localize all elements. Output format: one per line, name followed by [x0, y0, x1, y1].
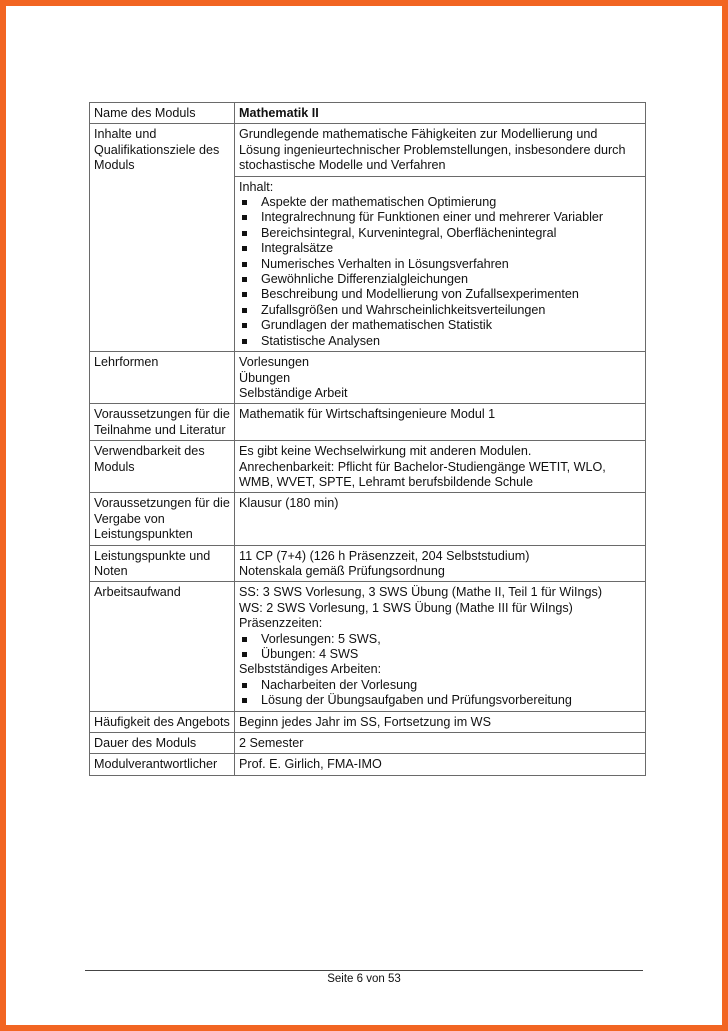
row-label: Name des Moduls: [90, 103, 235, 124]
frequency-text: Beginn jedes Jahr im SS, Fortsetzung im WS: [235, 711, 646, 732]
list-item: Lösung der Übungsaufgaben und Prüfungsvorbereitung: [239, 693, 641, 708]
table-row: [90, 545, 646, 582]
applicability-line: Es gibt keine Wechselwirkung mit anderen Modulen.: [239, 444, 532, 459]
credits-line: 11 CP (7+4) (126 h Präsenzzeit, 204 Selbststudium): [239, 548, 530, 563]
content-list: [239, 195, 641, 349]
list-item: Beschreibung und Modellierung von Zufallsexperimenten: [239, 287, 641, 302]
grading-line: Notenskala gemäß Prüfungsordnung: [239, 563, 445, 578]
table-row: [90, 711, 646, 732]
presence-list: [239, 632, 641, 663]
list-item: Statistische Analysen: [239, 334, 641, 349]
table-row: [90, 754, 646, 775]
credits-cell: [235, 545, 646, 582]
list-item: Integralsätze: [239, 241, 641, 256]
row-label: Verwendbarkeit des Moduls: [90, 441, 235, 493]
content-heading: Inhalt:: [239, 179, 274, 194]
document-page: [6, 6, 722, 1025]
list-item: Bereichsintegral, Kurvenintegral, Oberflächenintegral: [239, 226, 641, 241]
teaching-form: Vorlesungen: [239, 355, 310, 370]
self-study-list: [239, 678, 641, 709]
applicability-line: Anrechenbarkeit: Pflicht für Bachelor-Studiengänge WETIT, WLO, WMB, WVET, SPTE, Lehramt berufsbildende Schule: [239, 459, 606, 489]
table-row: [90, 404, 646, 441]
list-item: Numerisches Verhalten in Lösungsverfahren: [239, 257, 641, 272]
list-item: Integralrechnung für Funktionen einer und mehrerer Variabler: [239, 210, 641, 225]
footer-divider: [85, 970, 643, 971]
presence-heading: Präsenzzeiten:: [239, 616, 323, 631]
row-label: Lehrformen: [90, 352, 235, 404]
table-row: [90, 441, 646, 493]
list-item: Zufallsgrößen und Wahrscheinlichkeitsverteilungen: [239, 303, 641, 318]
module-table: [89, 102, 646, 776]
row-label: Voraussetzungen für die Teilnahme und Literatur: [90, 404, 235, 441]
row-label: Leistungspunkte und Noten: [90, 545, 235, 582]
workload-line: SS: 3 SWS Vorlesung, 3 SWS Übung (Mathe II, Teil 1 für WiIngs): [239, 585, 603, 600]
list-item: Aspekte der mathematischen Optimierung: [239, 195, 641, 210]
row-label: Arbeitsaufwand: [90, 582, 235, 711]
table-row: [90, 352, 646, 404]
table-row: [90, 733, 646, 754]
table-row: [90, 582, 646, 711]
prerequisite-text: Mathematik für Wirtschaftsingenieure Modul 1: [235, 404, 646, 441]
list-item: Vorlesungen: 5 SWS,: [239, 632, 641, 647]
row-label: Modulverantwortlicher: [90, 754, 235, 775]
list-item: Übungen: 4 SWS: [239, 647, 641, 662]
qualification-text: Grundlegende mathematische Fähigkeiten zur Modellierung und Lösung ingenieurtechnischer Problemstellungen, insbesondere durch stochastische Modelle und Verfahren: [235, 124, 646, 176]
table-row: [90, 124, 646, 176]
row-label: Voraussetzungen für die Vergabe von Leistungspunkten: [90, 493, 235, 545]
responsible-text: Prof. E. Girlich, FMA-IMO: [235, 754, 646, 775]
teaching-form: Selbständige Arbeit: [239, 385, 348, 400]
row-label: Dauer des Moduls: [90, 733, 235, 754]
row-label: Häufigkeit des Angebots: [90, 711, 235, 732]
exam-text: Klausur (180 min): [235, 493, 646, 545]
workload-line: WS: 2 SWS Vorlesung, 1 SWS Übung (Mathe III für WiIngs): [239, 600, 573, 615]
list-item: Gewöhnliche Differenzialgleichungen: [239, 272, 641, 287]
module-name: Mathematik II: [235, 103, 646, 124]
workload-cell: [235, 582, 646, 711]
list-item: Nacharbeiten der Vorlesung: [239, 678, 641, 693]
table-row: [90, 103, 646, 124]
row-label: Inhalte und Qualifikationsziele des Moduls: [90, 124, 235, 352]
self-study-heading: Selbstständiges Arbeiten:: [239, 662, 382, 677]
applicability-cell: [235, 441, 646, 493]
teaching-forms-cell: [235, 352, 646, 404]
list-item: Grundlagen der mathematischen Statistik: [239, 318, 641, 333]
duration-text: 2 Semester: [235, 733, 646, 754]
content-cell: [235, 176, 646, 351]
page-number: Seite 6 von 53: [327, 973, 401, 985]
teaching-form: Übungen: [239, 370, 291, 385]
table-row: [90, 493, 646, 545]
